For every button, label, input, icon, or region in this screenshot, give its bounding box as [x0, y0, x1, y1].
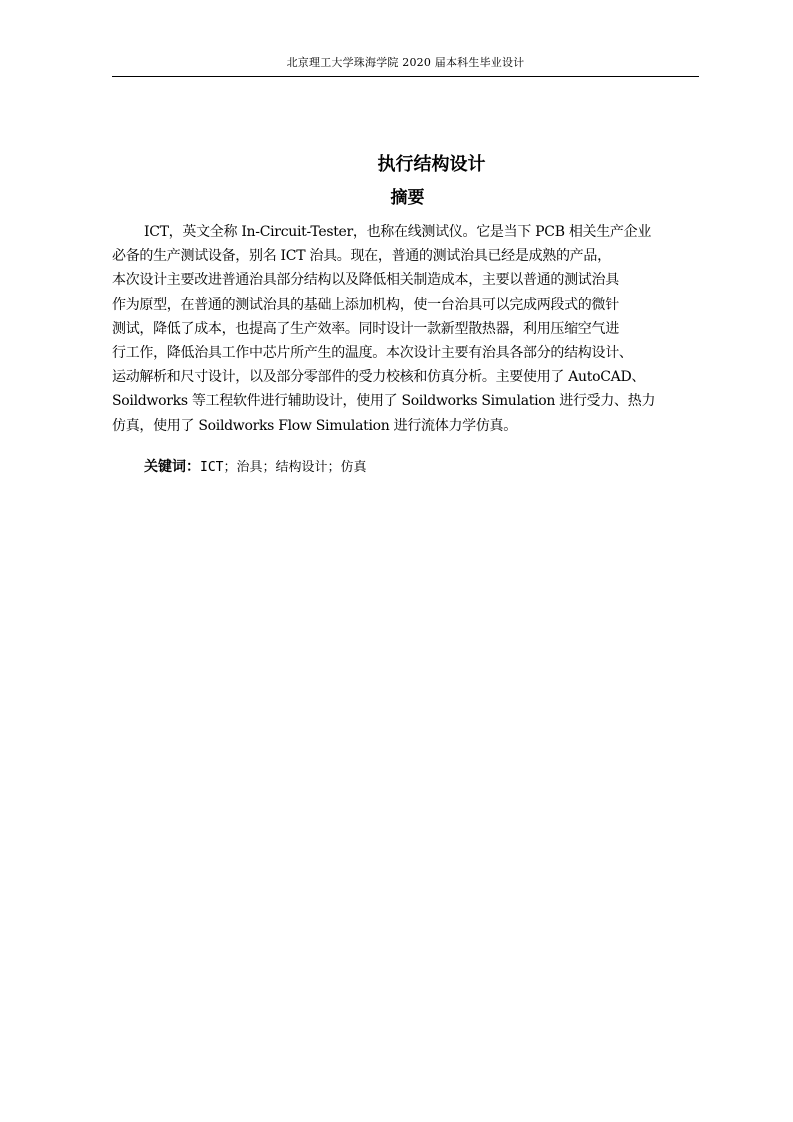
keywords	[144, 456, 366, 479]
abstract-line: 必备的生产测试设备，别名 ICT 治具。现在，普通的测试治具已经是成熟的产品，	[112, 248, 611, 265]
keywords-value: ICT；治具；结构设计；仿真	[200, 460, 367, 475]
abstract-line: 作为原型，在普通的测试治具的基础上添加机构，使一台治具可以完成两段式的微针	[112, 296, 619, 313]
keywords-label: 关键词：	[144, 459, 200, 475]
page-header: 北京理工大学珠海学院 2020 届本科生毕业设计	[286, 56, 525, 69]
abstract-line: ICT，英文全称 In-Circuit-Tester，也称在线测试仪。它是当下 PCB 相关生产企业	[144, 224, 652, 240]
document-title: 执行结构设计	[377, 154, 486, 175]
abstract-line: Soildworks 等工程软件进行辅助设计，使用了 Soildworks Simulation 进行受力、热力	[112, 393, 656, 410]
abstract-line: 仿真，使用了 Soildworks Flow Simulation 进行流体力学仿真。	[112, 417, 517, 434]
abstract-heading: 摘要	[390, 188, 425, 208]
abstract-line: 行工作，降低治具工作中芯片所产生的温度。本次设计主要有治具各部分的结构设计、	[112, 345, 633, 362]
header-rule	[112, 76, 699, 77]
abstract-line: 本次设计主要改进普通治具部分结构以及降低相关制造成本，主要以普通的测试治具	[112, 272, 619, 289]
abstract-line: 测试，降低了成本，也提高了生产效率。同时设计一款新型散热器，利用压缩空气进	[112, 320, 619, 337]
abstract-body	[112, 220, 708, 438]
abstract-line: 运动解析和尺寸设计，以及部分零部件的受力校核和仿真分析。主要使用了 AutoCAD、	[112, 369, 646, 386]
